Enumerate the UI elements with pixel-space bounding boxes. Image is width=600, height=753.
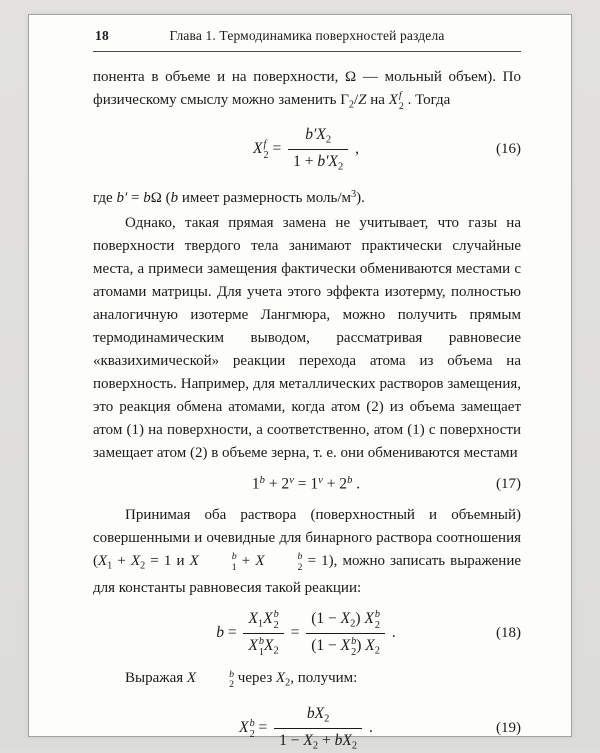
equation-16 bbox=[93, 125, 521, 174]
equation-17-number: (17) bbox=[496, 476, 521, 493]
equation-18-body: b = $X_1X$ b 2 X b 1 $X_2$ = $(1 - X_2)$ X b 2 (1 − X b 2 ) $X_2$ . bbox=[216, 609, 396, 659]
page-sheet bbox=[28, 14, 572, 752]
chapter-title: Глава 1. Термодинамика поверхностей раздела bbox=[169, 28, 445, 43]
equation-16-body: X f 2 = $\frac{b'X_2}{1 + b'X_2}$ , bbox=[253, 126, 359, 173]
paragraph-where-clause: где b′ = bΩ (b имеет размерность моль/$м^3$). bbox=[93, 189, 365, 207]
equation-17-body: $1^b + 2^v = 1^v + 2^b$ . bbox=[251, 475, 361, 493]
page-number: 18 bbox=[95, 28, 110, 43]
equation-18-number: (18) bbox=[496, 625, 521, 642]
equation-19-body: X b 2 = $\frac{bX_2}{1 - X_2 + bX_2}$ . bbox=[239, 704, 373, 752]
equation-18 bbox=[93, 609, 521, 658]
equation-19-number: (19) bbox=[496, 719, 521, 736]
page-content bbox=[29, 15, 571, 753]
running-header bbox=[93, 25, 521, 52]
paragraph-continuation: понента в объеме и на поверхности, Ω — мольный объем). По физическому смыслу можно заменить $\Gamma_2/Z$ на X f 2 . Тогда bbox=[93, 69, 522, 112]
paragraph-expressing: Выражая X b 2 через $X_2$, получим: bbox=[125, 668, 358, 691]
paragraph-assumptions: Принимая оба раствора (поверхностный и объемный) совершенными и очевидные для бинарного раствора соотношения ($X_1 + X_2 = 1$ и X b 1 + X b 2 = 1), можно записать выражение для константы равновесия такой реакции: bbox=[93, 506, 521, 597]
equation-16-number: (16) bbox=[496, 141, 521, 158]
paragraph-main: Однако, такая прямая замена не учитывает, что газы на поверхности твердого тела занимают практически случайные места, а примеси замещения фактически обмениваются местами с атомами матрицы. Для учета этого эффекта изотерму, полностью аналогичную изотерме Лангмюра, можно получить прямым термодинамическим выводом, рассматривая равновесие «квазихимической» реакции перехода атома из объема на поверхность. Например, для металлических растворов замещения, это реакция обмена атомами, когда атом (2) из объема замещает атом (1) на поверхности, а соответственно, атом (1) с поверхности замещает атом (2) в объеме зерна, т. е. они обмениваются местами bbox=[93, 215, 521, 462]
equation-19 bbox=[93, 704, 521, 753]
equation-17 bbox=[93, 474, 521, 494]
